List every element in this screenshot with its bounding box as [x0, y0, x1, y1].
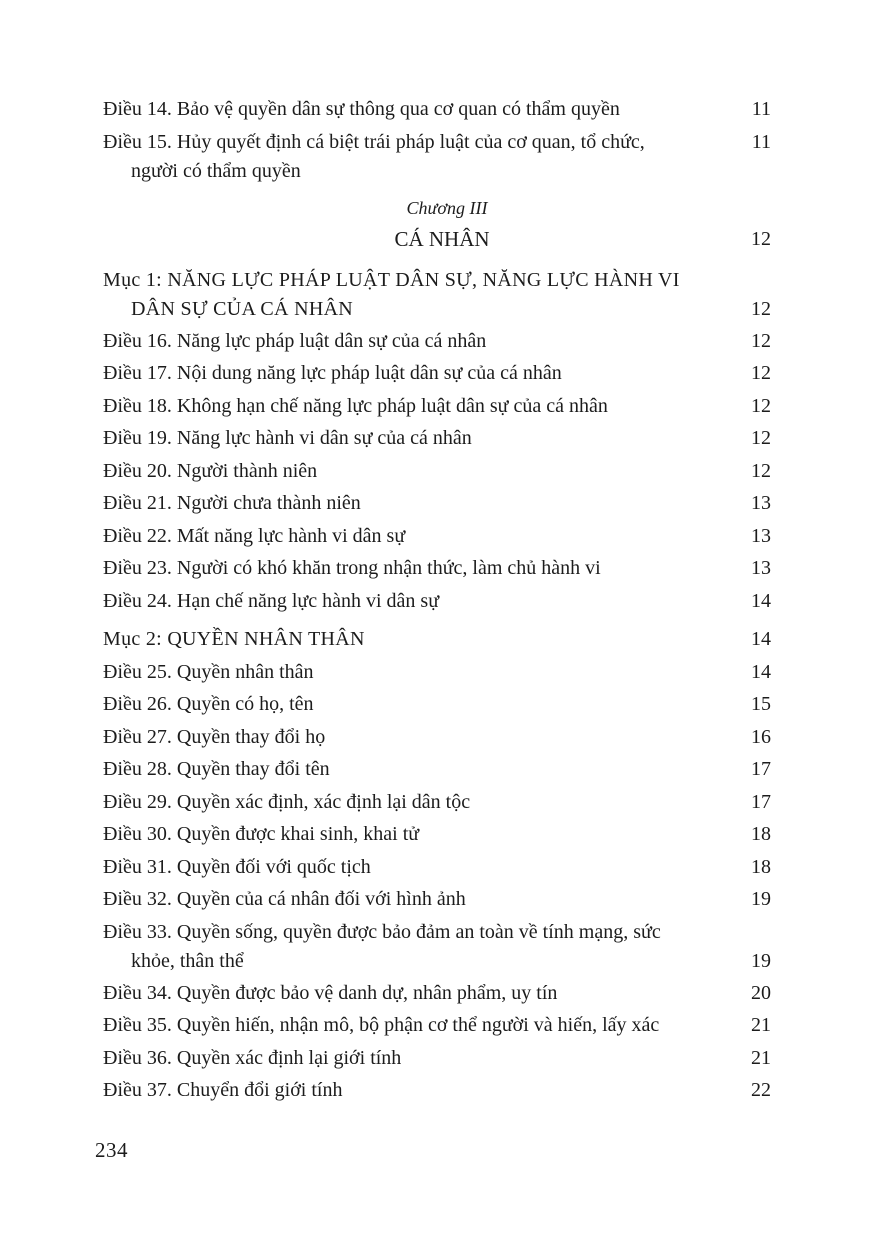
toc-entry-title-cont: người có thẩm quyền	[131, 159, 301, 182]
toc-entry-title: Điều 23. Người có khó khăn trong nhận thức, làm chủ hành vi	[103, 557, 601, 579]
section-title: Mục 2: QUYỀN NHÂN THÂN	[103, 628, 365, 650]
toc-entry-title: Điều 14. Bảo vệ quyền dân sự thông qua cơ quan có thẩm quyền	[103, 98, 620, 120]
toc-entry-dieu-18	[103, 392, 771, 425]
toc-entry-page: 13	[751, 492, 771, 514]
toc-entry-title: Điều 35. Quyền hiến, nhận mô, bộ phận cơ thể người và hiến, lấy xác	[103, 1014, 660, 1036]
toc-entry-title: Điều 22. Mất năng lực hành vi dân sự	[103, 524, 406, 547]
toc-entry-page: 12	[751, 394, 771, 417]
section-page: 14	[751, 628, 771, 650]
toc-entry-title: Điều 21. Người chưa thành niên	[103, 492, 361, 514]
toc-entry-title: Điều 32. Quyền của cá nhân đối với hình ảnh	[103, 888, 466, 910]
toc-section-2	[103, 625, 771, 658]
toc-entry-page: 20	[751, 981, 771, 1004]
toc-entry-title: Điều 26. Quyền có họ, tên	[103, 693, 314, 715]
chapter-page: 12	[751, 227, 771, 250]
table-of-contents	[103, 95, 771, 1109]
toc-entry-title: Điều 19. Năng lực hành vi dân sự của cá nhân	[103, 427, 472, 449]
toc-entry-dieu-28	[103, 755, 771, 788]
toc-entry-page: 21	[751, 1014, 771, 1036]
chapter-title-text: CÁ NHÂN	[394, 226, 490, 251]
toc-entry-dieu-25	[103, 658, 771, 691]
toc-entry-page: 17	[751, 758, 771, 780]
toc-entry-dieu-26	[103, 690, 771, 723]
toc-entry-page: 18	[751, 823, 771, 845]
toc-entry-page: 14	[751, 660, 771, 683]
toc-entry-dieu-16	[103, 327, 771, 360]
toc-entry-title-cont: khỏe, thân thể	[131, 949, 244, 972]
toc-entry-dieu-27	[103, 723, 771, 756]
section-page: 12	[751, 297, 771, 320]
toc-entry-title: Điều 18. Không hạn chế năng lực pháp luật dân sự của cá nhân	[103, 394, 608, 417]
toc-entry-title: Điều 16. Năng lực pháp luật dân sự của cá nhân	[103, 329, 487, 352]
toc-entry-dieu-24	[103, 587, 771, 620]
toc-entry-page: 22	[751, 1079, 771, 1101]
toc-entry-title: Điều 29. Quyền xác định, xác định lại dân tộc	[103, 790, 471, 813]
toc-entry-title: Điều 37. Chuyển đổi giới tính	[103, 1079, 343, 1101]
toc-entry-dieu-34	[103, 979, 771, 1012]
toc-entry-page: 16	[751, 725, 771, 748]
toc-entry-page: 21	[751, 1046, 771, 1069]
toc-entry-dieu-30	[103, 820, 771, 853]
toc-entry-title: Điều 36. Quyền xác định lại giới tính	[103, 1046, 402, 1069]
toc-entry-dieu-14	[103, 95, 771, 128]
toc-entry-title: Điều 17. Nội dung năng lực pháp luật dân sự của cá nhân	[103, 362, 562, 384]
page-number: 234	[95, 1138, 128, 1162]
toc-entry-title: Điều 27. Quyền thay đổi họ	[103, 725, 326, 748]
toc-entry-page: 14	[751, 589, 771, 612]
toc-entry-title: Điều 30. Quyền được khai sinh, khai tử	[103, 823, 420, 845]
toc-entry-dieu-36	[103, 1044, 771, 1077]
toc-entry-page: 11	[751, 130, 771, 153]
toc-entry-title: Điều 25. Quyền nhân thân	[103, 660, 314, 683]
toc-entry-page: 15	[751, 693, 771, 715]
chapter-title	[103, 222, 771, 256]
toc-entry-page: 11	[751, 98, 771, 120]
toc-entry-page: 13	[751, 524, 771, 547]
toc-entry-dieu-29	[103, 788, 771, 821]
chapter-label: Chương III	[406, 197, 488, 218]
toc-entry-title: Điều 31. Quyền đối với quốc tịch	[103, 855, 371, 878]
toc-entry-page: 12	[751, 329, 771, 352]
toc-entry-dieu-35	[103, 1011, 771, 1044]
section-title: Mục 1: NĂNG LỰC PHÁP LUẬT DÂN SỰ, NĂNG LỰC HÀNH VI	[103, 268, 680, 291]
toc-entry-title: Điều 33. Quyền sống, quyền được bảo đảm an toàn về tính mạng, sức	[103, 920, 661, 943]
toc-entry-dieu-23	[103, 554, 771, 587]
toc-entry-dieu-17	[103, 359, 771, 392]
toc-entry-page: 12	[751, 459, 771, 482]
section-title-cont: DÂN SỰ CỦA CÁ NHÂN	[131, 297, 354, 320]
toc-entry-dieu-20	[103, 457, 771, 490]
toc-entry-page: 13	[751, 557, 771, 579]
toc-section-1	[103, 266, 771, 324]
toc-entry-dieu-33	[103, 918, 771, 976]
toc-entry-dieu-19	[103, 424, 771, 457]
toc-entry-page: 18	[751, 855, 771, 878]
toc-entry-page: 12	[751, 362, 771, 384]
toc-entry-dieu-22	[103, 522, 771, 555]
toc-entry-page: 17	[751, 790, 771, 813]
toc-entry-dieu-31	[103, 853, 771, 886]
toc-entry-title: Điều 15. Hủy quyết định cá biệt trái pháp luật của cơ quan, tổ chức,	[103, 130, 645, 153]
toc-entry-dieu-32	[103, 885, 771, 918]
toc-entry-page: 19	[751, 888, 771, 910]
toc-entry-page: 19	[751, 949, 771, 972]
toc-entry-title: Điều 34. Quyền được bảo vệ danh dự, nhân phẩm, uy tín	[103, 981, 558, 1004]
toc-entry-dieu-15	[103, 128, 771, 186]
toc-entry-title: Điều 28. Quyền thay đổi tên	[103, 758, 330, 780]
toc-entry-title: Điều 20. Người thành niên	[103, 459, 318, 482]
toc-entry-dieu-37	[103, 1076, 771, 1109]
toc-entry-title: Điều 24. Hạn chế năng lực hành vi dân sự	[103, 589, 440, 612]
toc-entry-dieu-21	[103, 489, 771, 522]
toc-entry-page: 12	[751, 427, 771, 449]
